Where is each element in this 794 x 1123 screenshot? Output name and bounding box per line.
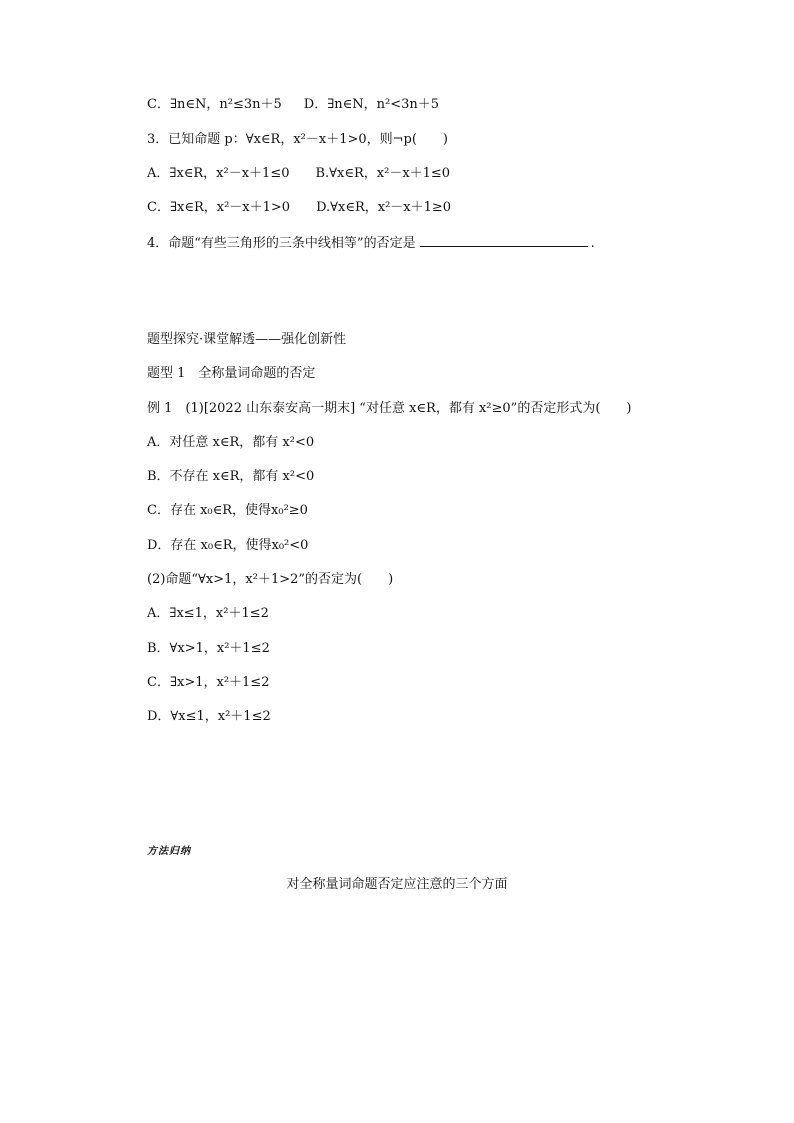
choice-c: C．∃n∈N，n²≤3n＋5: [147, 97, 282, 112]
option-d: D．∀x≤1，x²＋1≤2: [147, 709, 271, 724]
question-4-period: .: [590, 236, 595, 251]
choice-a: A．∃x∈R，x²－x＋1≤0: [147, 166, 290, 181]
question-4-text: 4．命题“有些三角形的三条中线相等”的否定是: [147, 236, 416, 251]
method-summary-logo: 方法归纳: [147, 846, 191, 857]
question-4: [147, 233, 595, 253]
summary-title: 对全称量词命题否定应注意的三个方面: [286, 877, 508, 892]
option-b: B．∀x>1，x²＋1≤2: [147, 641, 270, 656]
option-c: C．∃x>1，x²＋1≤2: [147, 675, 270, 690]
option-a: A．∃x≤1，x²＋1≤2: [147, 606, 269, 621]
option-d: D．存在 x₀∈R，使得x₀²<0: [147, 538, 309, 553]
option-c: C．存在 x₀∈R，使得x₀²≥0: [147, 503, 308, 518]
choice-b: B.∀x∈R，x²－x＋1≤0: [315, 166, 451, 181]
choice-d: D．∃n∈N，n²<3n＋5: [303, 97, 440, 112]
choice-line: [147, 96, 439, 114]
topic-heading: 题型 1 全称量词命题的否定: [147, 366, 316, 381]
example-1-question: 例 1 (1)[2022 山东泰安高一期末] “对任意 x∈R，都有 x²≥0”的否定形式为( ): [147, 401, 632, 416]
choice-d: D.∀x∈R，x²－x＋1≥0: [316, 200, 452, 215]
choice-c: C．∃x∈R，x²－x＋1>0: [147, 200, 291, 215]
example-1-part-2: (2)命题“∀x>1，x²＋1>2”的否定为( ): [147, 572, 394, 587]
choice-line: [147, 165, 450, 183]
choice-line: [147, 199, 451, 217]
answer-blank: [420, 233, 588, 247]
option-b: B．不存在 x∈R，都有 x²<0: [147, 469, 315, 484]
section-heading: 题型探究·课堂解透——强化创新性: [147, 332, 347, 347]
option-a: A．对任意 x∈R，都有 x²<0: [147, 435, 315, 450]
question-3: 3．已知命题 p：∀x∈R，x²－x＋1>0，则¬p( ): [147, 132, 448, 147]
